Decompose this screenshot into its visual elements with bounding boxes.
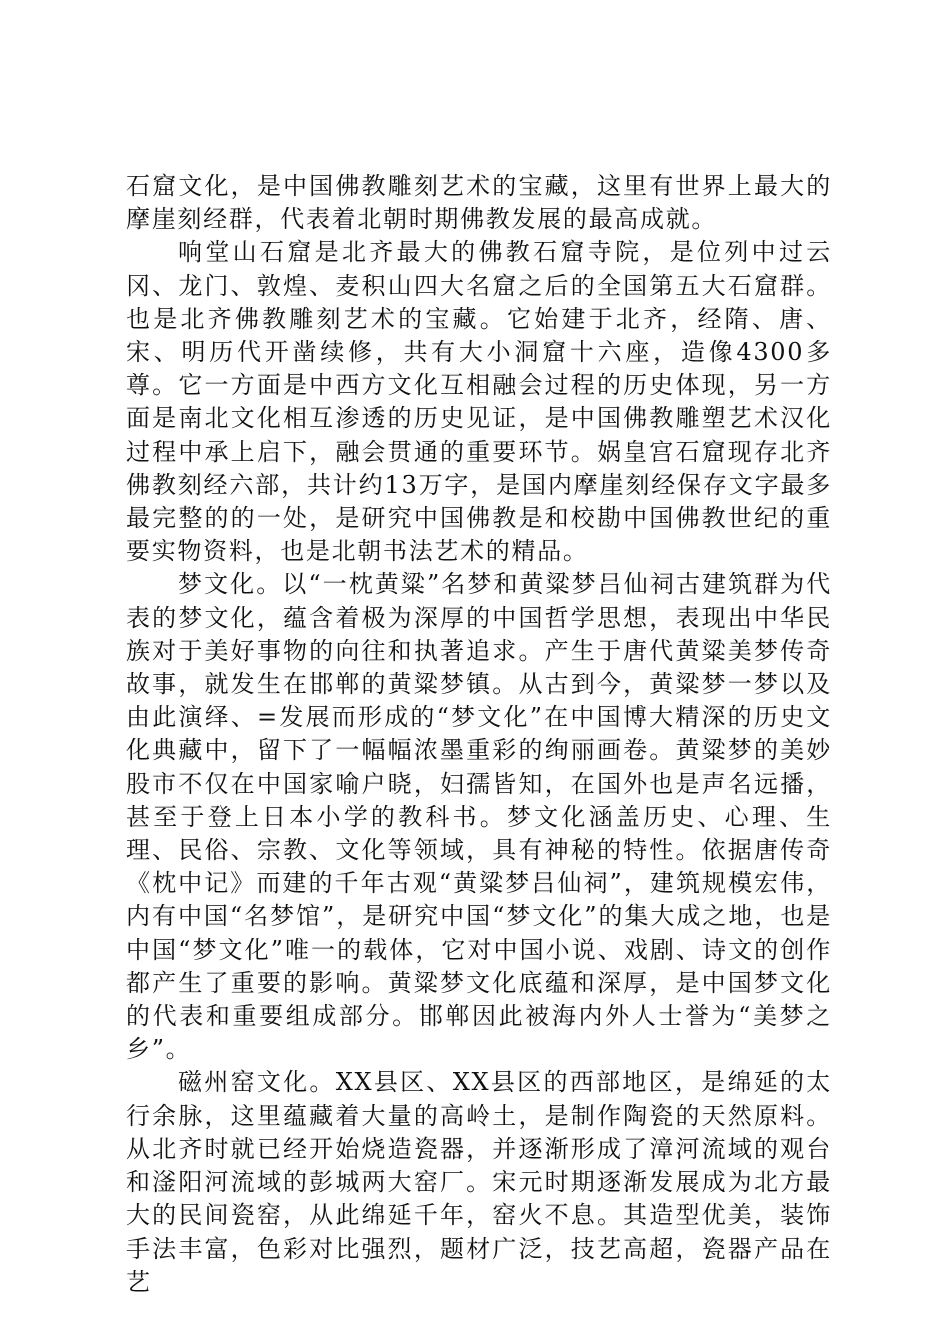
body-text: [126, 170, 832, 1299]
paragraph-dream-culture: 梦文化。以“一枕黄粱”名梦和黄粱梦吕仙祠古建筑群为代表的梦文化，蕴含着极为深厚的中国哲学思想，表现出中华民族对于美好事物的向往和执著追求。产生于唐代黄粱美梦传奇故事，就发生在邯郸的黄粱梦镇。从古到今，黄粱梦一梦以及由此演绎、=发展而形成的“梦文化”在中国博大精深的历史文化典藏中，留下了一幅幅浓墨重彩的绚丽画卷。黄粱梦的美妙股市不仅在中国家喻户晓，妇孺皆知，在国外也是声名远播，甚至于登上日本小学的教科书。梦文化涵盖历史、心理、生理、民俗、宗教、文化等领域，具有神秘的特性。依据唐传奇《枕中记》而建的千年古观“黄粱梦吕仙祠”，建筑规模宏伟，内有中国“名梦馆”，是研究中国“梦文化”的集大成之地，也是中国“梦文化”唯一的载体，它对中国小说、戏剧、诗文的创作都产生了重要的影响。黄粱梦文化底蕴和深厚，是中国梦文化的代表和重要组成部分。邯郸因此被海内外人士誉为“美梦之乡”。: [126, 570, 832, 1064]
paragraph-cizhou-kiln: 磁州窑文化。XX县区、XX县区的西部地区，是绵延的太行余脉，这里蕴藏着大量的高岭土，是制作陶瓷的天然原料。从北齐时就已经开始烧造瓷器，并逐渐形成了漳河流域的观台和滏阳河流域的彭城两大窑厂。宋元时期逐渐发展成为北方最大的民间瓷窑，从此绵延千年，窑火不息。其造型优美，装饰手法丰富，色彩对比强烈，题材广泛，技艺高超，瓷器产品在艺: [126, 1068, 832, 1296]
paragraph-xiangtangshan: 响堂山石窟是北齐最大的佛教石窟寺院，是位列中过云冈、龙门、敦煌、麦积山四大名窟之后的全国第五大石窟群。也是北齐佛教雕刻艺术的宝藏。它始建于北齐，经隋、唐、宋、明历代开凿续修，共有大小洞窟十六座，造像4300多尊。它一方面是中西方文化互相融会过程的历史体现，另一方面是南北文化相互渗透的历史见证，是中国佛教雕塑艺术汉化过程中承上启下，融会贯通的重要环节。娲皇宫石窟现存北齐佛教刻经六部，共计约13万字，是国内摩崖刻经保存文字最多最完整的的一处，是研究中国佛教是和校勘中国佛教世纪的重要实物资料，也是北朝书法艺术的精品。: [126, 238, 832, 566]
paragraph-grottoes-intro: 石窟文化，是中国佛教雕刻艺术的宝藏，这里有世界上最大的摩崖刻经群，代表着北朝时期佛教发展的最高成就。: [126, 172, 832, 234]
